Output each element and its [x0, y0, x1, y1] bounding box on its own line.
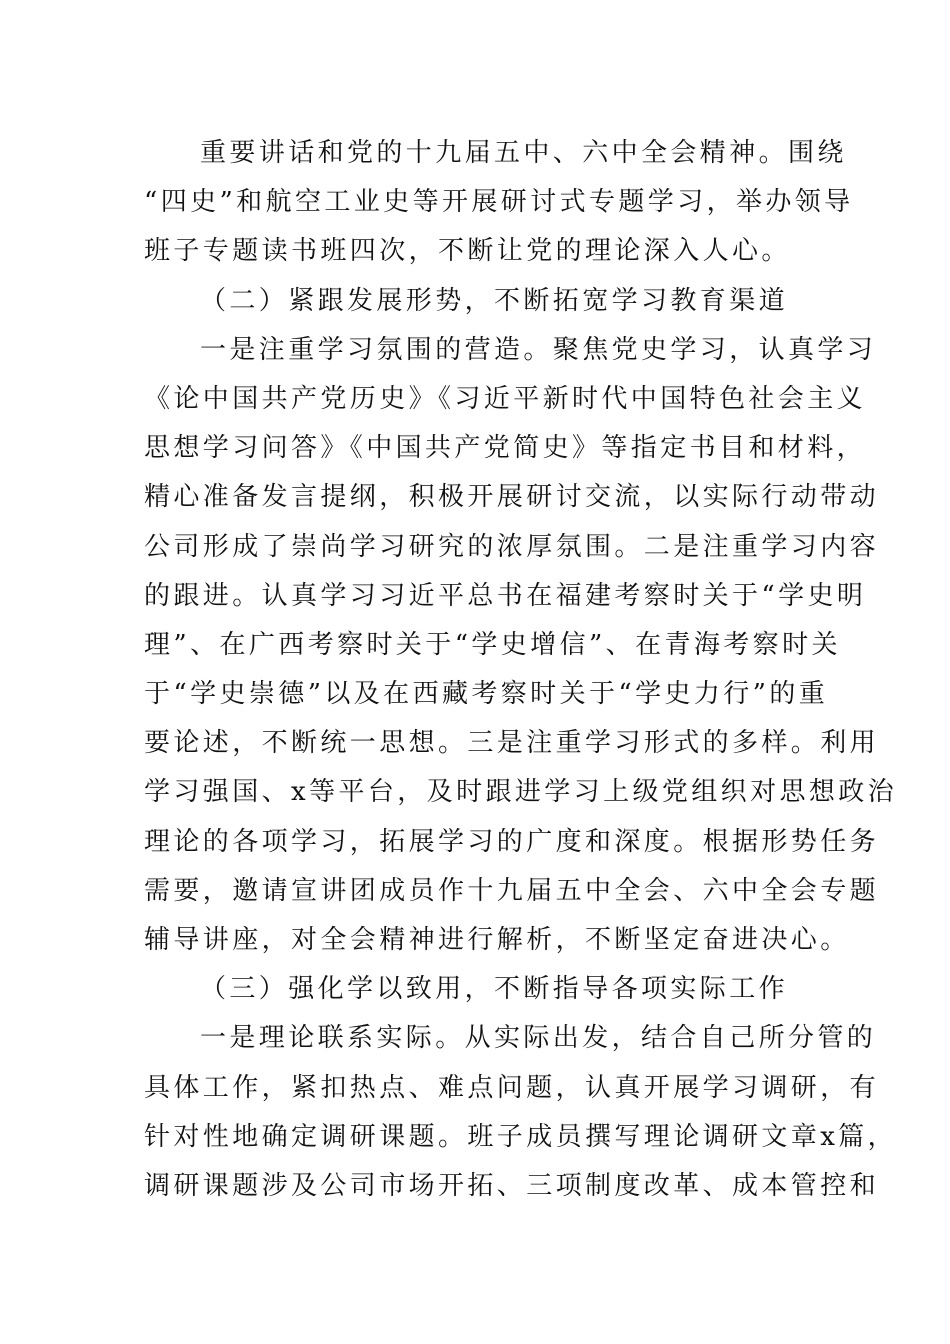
text-line-8: 精心准备发言提纲，积极开展研讨交流，以实际行动带动 [144, 482, 880, 513]
text-line-22: 调研课题涉及公司市场开拓、三项制度改革、成本管控和 [144, 1170, 880, 1201]
text-line-12: 于“学史崇德”以及在西藏考察时关于“学史力行”的重 [144, 679, 829, 710]
text-line-3: 班子专题读书班四次，不断让党的理论深入人心。 [144, 236, 791, 267]
text-line-14: 学习强国、x等平台，及时跟进学习上级党组织对思想政治 [144, 777, 898, 808]
document-body [144, 129, 898, 1211]
text-line-17: 辅导讲座，对全会精神进行解析，不断坚定奋进决心。 [144, 925, 850, 955]
text-line-16: 需要，邀请宣讲团成员作十九届五中全会、六中全会专题 [144, 875, 880, 906]
text-line-21: 针对性地确定调研课题。班子成员撰写理论调研文章x篇， [144, 1121, 898, 1152]
text-line-20: 具体工作，紧扣热点、难点问题，认真开展学习调研，有 [144, 1072, 880, 1103]
text-line-5: 一是注重学习氛围的营造。聚焦党史学习，认真学习 [200, 334, 877, 365]
text-line-2: “四史”和航空工业史等开展研讨式专题学习，举办领导 [144, 187, 854, 218]
text-line-15: 理论的各项学习，拓展学习的广度和深度。根据形势任务 [144, 826, 880, 857]
text-line-6: 《论中国共产党历史》《习近平新时代中国特色社会主义 [144, 383, 867, 414]
text-line-10: 的跟进。认真学习习近平总书在福建考察时关于“学史明 [144, 580, 867, 611]
text-line-7: 思想学习问答》《中国共产党简史》等指定书目和材料， [144, 433, 867, 464]
text-line-1: 重要讲话和党的十九届五中、六中全会精神。围绕 [200, 138, 847, 168]
text-line-19: 一是理论联系实际。从实际出发，结合自己所分管的 [200, 1023, 877, 1054]
text-line-11: 理”、在广西考察时关于“学史增信”、在青海考察时关 [144, 629, 841, 660]
text-line-13: 要论述，不断统一思想。三是注重学习形式的多样。利用 [144, 728, 880, 759]
text-line-9: 公司形成了崇尚学习研究的浓厚氛围。二是注重学习内容 [144, 531, 880, 562]
section-heading-2: （二）紧跟发展形势，不断拓宽学习教育渠道 [200, 285, 789, 316]
section-heading-3: （三）强化学以致用，不断指导各项实际工作 [200, 974, 789, 1005]
